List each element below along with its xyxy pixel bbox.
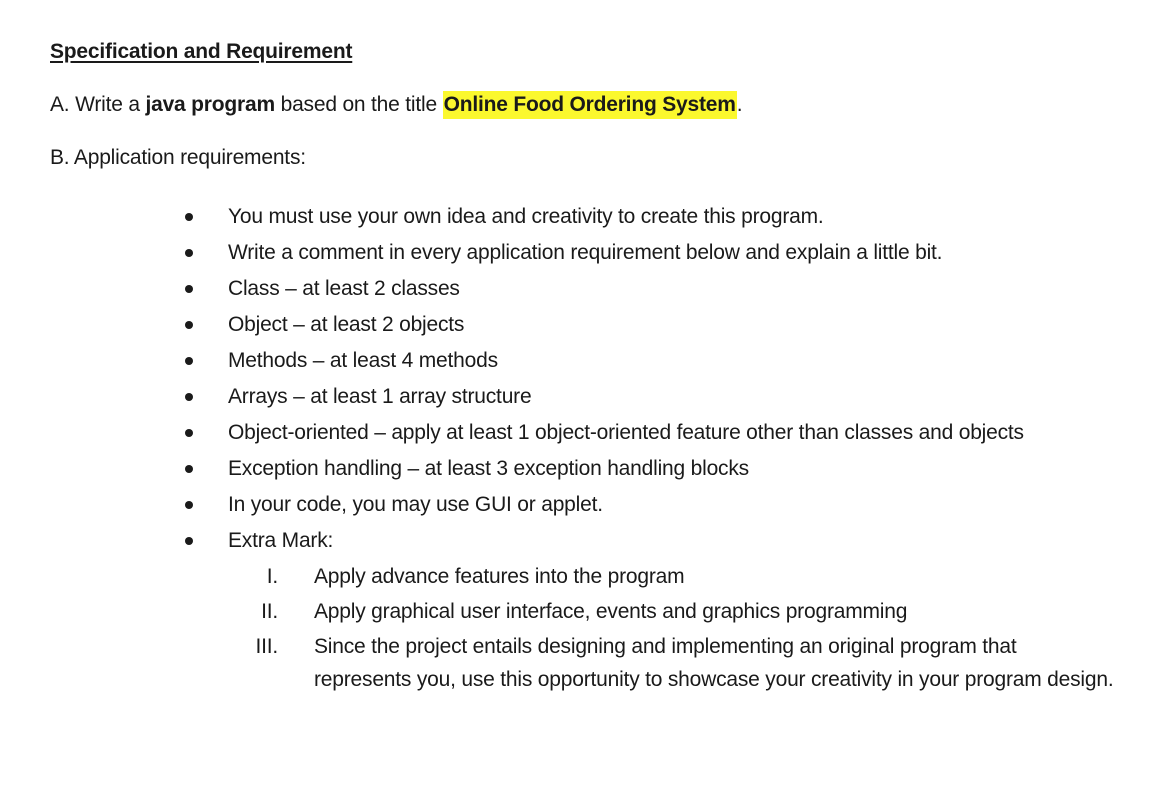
bullet-dot-icon [185, 285, 193, 293]
extra-mark-text: Apply advance features into the program [314, 565, 685, 588]
roman-numeral: III. [255, 635, 278, 658]
bullet-text: You must use your own idea and creativity to create this program. [228, 205, 824, 228]
bullet-text: Object-oriented – apply at least 1 object-oriented feature other than classes and objects [228, 421, 1024, 444]
bullet-text: Arrays – at least 1 array structure [228, 385, 532, 408]
extra-mark-item [0, 560, 1174, 593]
roman-numeral: II. [261, 600, 278, 623]
extra-mark-text: Apply graphical user interface, events and graphics programming [314, 600, 908, 623]
bullet-dot-icon [185, 501, 193, 509]
roman-numeral: I. [266, 565, 278, 588]
bullet-dot-icon [185, 465, 193, 473]
bullet-text: Class – at least 2 classes [228, 277, 460, 300]
bullet-dot-icon [185, 537, 193, 545]
section-a-paragraph [50, 93, 742, 117]
bullet-item [0, 200, 1174, 233]
section-a-prefix: A. Write a [50, 93, 146, 116]
bullet-dot-icon [185, 393, 193, 401]
bullet-item [0, 452, 1174, 485]
bullet-text: Write a comment in every application requirement below and explain a little bit. [228, 241, 943, 264]
section-b-paragraph: B. Application requirements: [50, 146, 306, 169]
bullet-dot-icon [185, 213, 193, 221]
bullet-dot-icon [185, 249, 193, 257]
bullet-text: Object – at least 2 objects [228, 313, 465, 336]
requirements-bullet-list [0, 200, 1174, 698]
bullet-dot-icon [185, 321, 193, 329]
bullet-text: In your code, you may use GUI or applet. [228, 493, 603, 516]
bullet-item [0, 308, 1174, 341]
extra-mark-container [0, 560, 1174, 696]
bullet-item [0, 416, 1174, 449]
bullet-text: Exception handling – at least 3 exception handling blocks [228, 457, 749, 480]
project-title-highlight: Online Food Ordering System [443, 91, 737, 119]
section-a-bold-text: java program [145, 93, 275, 116]
bullet-item [0, 488, 1174, 521]
extra-mark-item [0, 595, 1174, 628]
extra-mark-item [0, 630, 1174, 696]
section-a-middle: based on the title [274, 93, 443, 116]
extra-mark-text: Since the project entails designing and implementing an original program that represents you, use this opportunity to showcase your creativity in your program design. [314, 635, 1114, 691]
bullet-text: Methods – at least 4 methods [228, 349, 498, 372]
bullet-item-extra-mark [0, 524, 1174, 557]
bullet-item [0, 380, 1174, 413]
bullet-item [0, 236, 1174, 269]
bullet-text: Extra Mark: [228, 529, 334, 552]
bullet-dot-icon [185, 357, 193, 365]
extra-mark-list [0, 560, 1174, 696]
bullet-item [0, 344, 1174, 377]
section-a-suffix: . [736, 93, 743, 116]
bullet-dot-icon [185, 429, 193, 437]
bullet-item [0, 272, 1174, 305]
document-heading: Specification and Requirement [50, 40, 353, 63]
